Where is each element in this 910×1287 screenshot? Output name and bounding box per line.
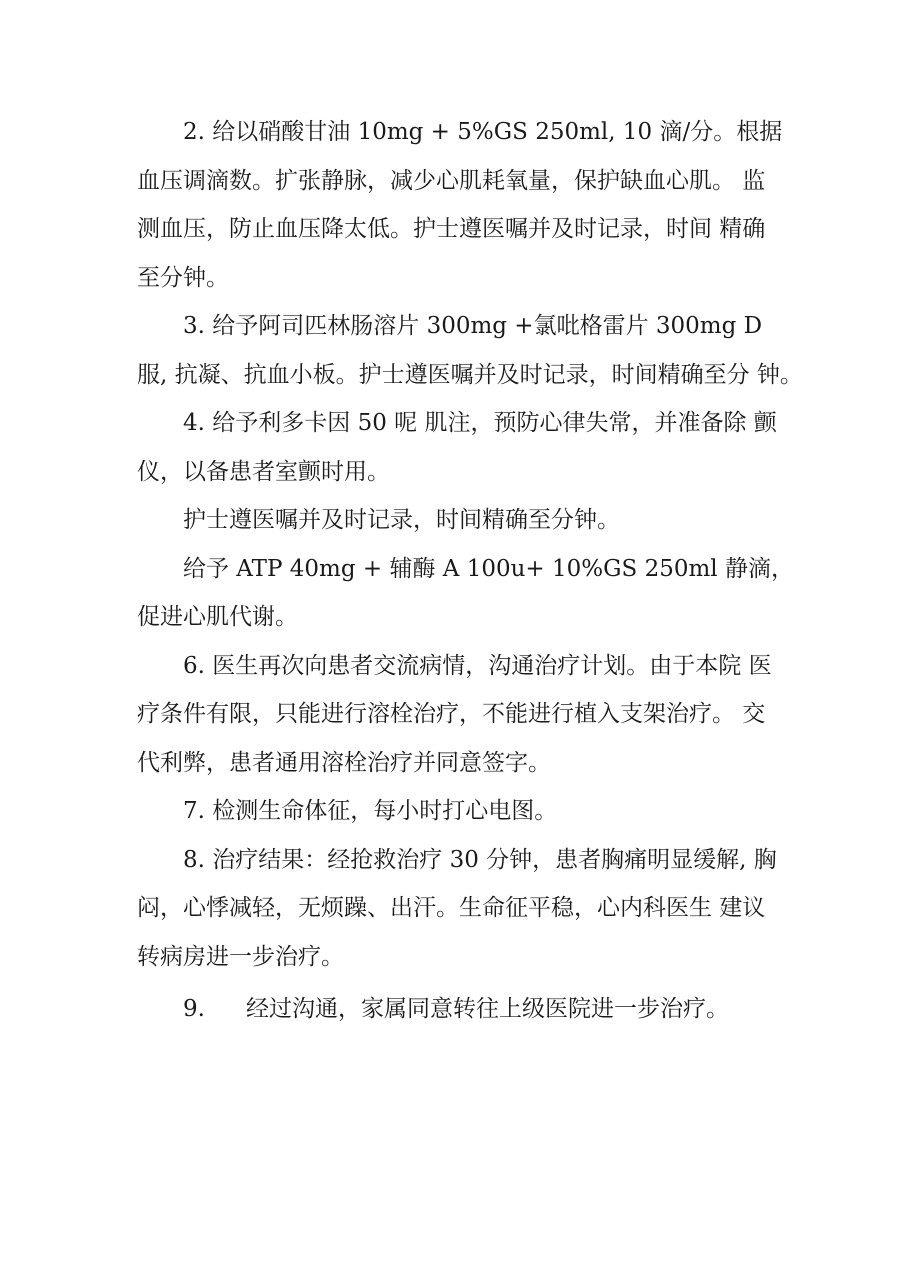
item-2-line-1: 2. 给以硝酸甘油 10mg + 5%GS 250ml, 10 滴/分。根据 xyxy=(183,119,783,145)
item-9-line-1 xyxy=(137,985,777,1034)
item-7-line-1: 7. 检测生命体征，每小时打心电图。 xyxy=(183,798,558,824)
item-3-line-2: 服, 抗凝、抗血小板。护士遵医嘱并及时记录，时间精确至分 钟。 xyxy=(137,361,803,388)
item-8-line-2: 闷，心悸减轻，无烦躁、出汗。生命征平稳，心内科医生 建议 xyxy=(137,895,766,921)
item-6-line-1: 6. 医生再次向患者交流病情，沟通治疗计划。由于本院 医 xyxy=(183,652,772,679)
atp-paragraph-line-1: 给予 ATP 40mg + 辅酶 A 100u+ 10%GS 250ml 静滴， xyxy=(183,555,794,582)
nurse-record-paragraph: 护士遵医嘱并及时记录，时间精确至分钟。 xyxy=(183,507,620,533)
atp-paragraph-line-2: 促进心肌代谢。 xyxy=(137,604,298,630)
item-9-number: 9. xyxy=(183,996,205,1022)
item-3-line-1: 3. 给予阿司匹林肠溶片 300mg +氯吡格雷片 300mg D xyxy=(183,313,763,339)
item-4-line-2: 仪，以备患者室颤时用。 xyxy=(137,458,390,485)
item-6-line-3: 代利弊，患者通用溶栓治疗并同意签字。 xyxy=(137,749,551,776)
item-8-line-1: 8. 治疗结果：经抢救治疗 30 分钟，患者胸痛明显缓解, 胸 xyxy=(183,846,777,873)
item-2-line-2: 血压调滴数。扩张静脉，减少心肌耗氧量，保护缺血心肌。 监 xyxy=(137,167,766,194)
document-body xyxy=(137,108,803,1034)
item-4-line-1: 4. 给予利多卡因 50 呢 肌注，预防心律失常，并准备除 颤 xyxy=(183,410,777,436)
item-6-line-2: 疗条件有限，只能进行溶栓治疗，不能进行植入支架治疗。 交 xyxy=(137,701,766,727)
item-2-line-4: 至分钟。 xyxy=(137,264,229,291)
item-8-line-3: 转病房进一步治疗。 xyxy=(137,943,344,970)
item-9-text: 经过沟通，家属同意转往上级医院进一步治疗。 xyxy=(246,996,729,1022)
item-2-line-3: 测血压，防止血压降太低。护士遵医嘱并及时记录，时间 精确 xyxy=(137,216,766,242)
